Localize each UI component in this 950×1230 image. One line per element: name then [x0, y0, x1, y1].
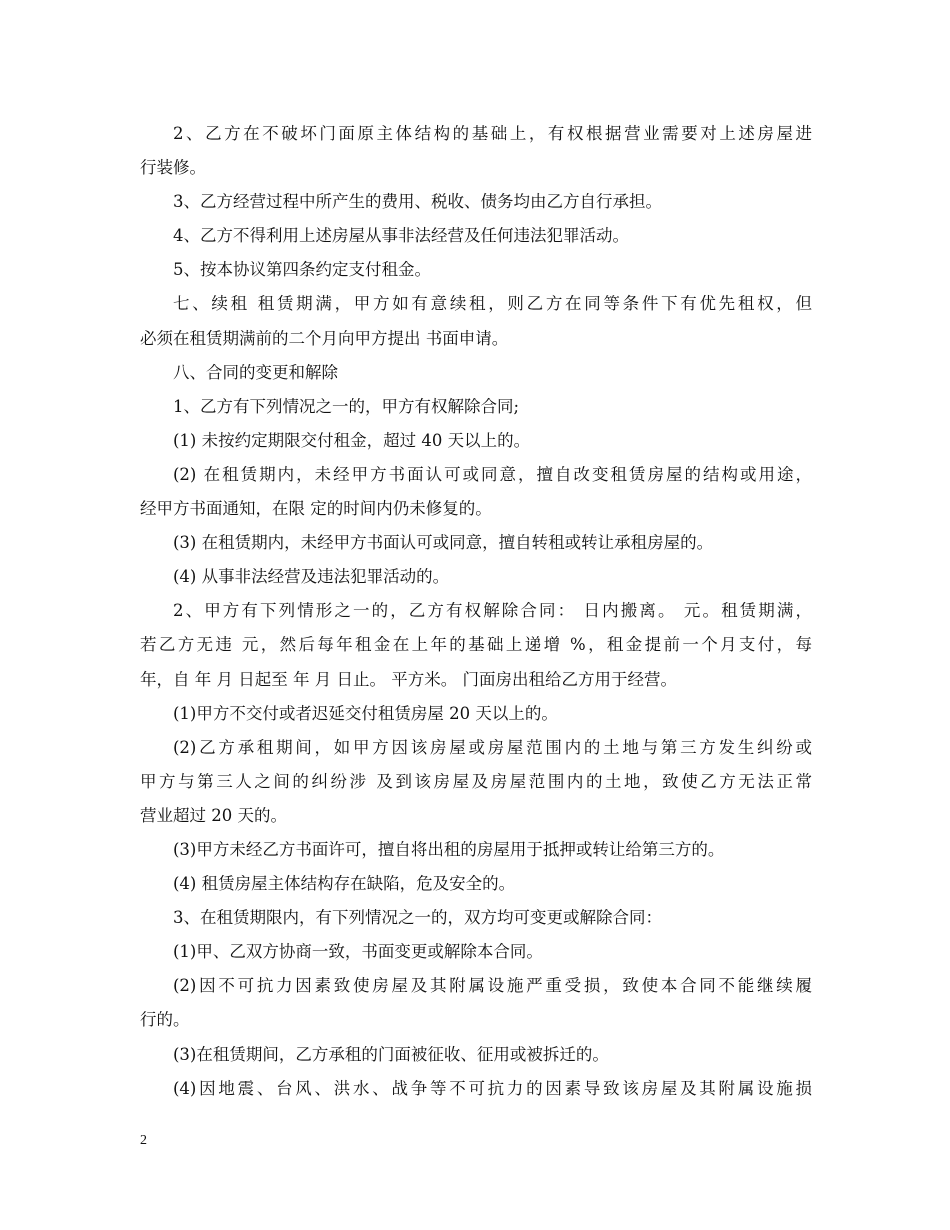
list-item: (4) 从事非法经营及违法犯罪活动的。 — [173, 567, 450, 587]
paragraph-line: 3、在租赁期限内，有下列情况之一的，双方均可变更或解除合同： — [173, 908, 662, 928]
page-number: 2 — [140, 1133, 147, 1148]
paragraph-line: 必须在租赁期满前的二个月向甲方提出 书面申请。 — [140, 328, 509, 348]
paragraph-line: 年，自 年 月 日起至 年 月 日止。 平方米。 门面房出租给乙方用于经营。 — [140, 669, 677, 689]
section-heading-termination: 八、合同的变更和解除 — [173, 362, 338, 382]
paragraph-line: 3、乙方经营过程中所产生的费用、税收、债务均由乙方自行承担。 — [173, 192, 662, 212]
list-item: (2)因不可抗力因素致使房屋及其附属设施严重受损，致使本合同不能继续履 — [173, 976, 812, 996]
list-item: (3)在租赁期间，乙方承租的门面被征收、征用或被拆迁的。 — [173, 1044, 609, 1064]
document-body — [140, 117, 812, 1106]
paragraph-line: 5、按本协议第四条约定支付租金。 — [173, 260, 431, 280]
paragraph-line: 营业超过 20 天的。 — [140, 805, 287, 825]
list-item: (1)甲方不交付或者迟延交付租赁房屋 20 天以上的。 — [173, 703, 558, 723]
list-item: (2) 在租赁期内，未经甲方书面认可或同意，擅自改变租赁房屋的结构或用途， — [173, 464, 812, 484]
paragraph-line: 4、乙方不得利用上述房屋从事非法经营及任何违法犯罪活动。 — [173, 226, 629, 246]
list-item: (3)甲方未经乙方书面许可，擅自将出租的房屋用于抵押或转让给第三方的。 — [173, 839, 725, 859]
list-item: (4) 租赁房屋主体结构存在缺陷，危及安全的。 — [173, 874, 516, 894]
paragraph-line: 甲方与第三人之间的纠纷涉 及到该房屋及房屋范围内的土地，致使乙方无法正常 — [140, 771, 812, 791]
list-item: (1)甲、乙双方协商一致，书面变更或解除本合同。 — [173, 942, 543, 962]
paragraph-line: 2、乙方在不破坏门面原主体结构的基础上，有权根据营业需要对上述房屋进 — [173, 124, 812, 143]
paragraph-line: 行装修。 — [140, 158, 206, 178]
list-item: (3) 在租赁期内，未经甲方书面认可或同意，擅自转租或转让承租房屋的。 — [173, 533, 714, 553]
paragraph-line: 1、乙方有下列情况之一的，甲方有权解除合同; — [173, 396, 520, 416]
list-item: (4)因地震、台风、洪水、战争等不可抗力的因素导致该房屋及其附属设施损 — [173, 1078, 812, 1098]
paragraph-line: 若乙方无违 元，然后每年租金在上年的基础上递增 %，租金提前一个月支付，每 — [140, 635, 812, 655]
paragraph-line: 行的。 — [140, 1010, 190, 1030]
list-item: (1) 未按约定期限交付租金，超过 40 天以上的。 — [173, 430, 531, 450]
section-heading-renewal: 七、续租 租赁期满，甲方如有意续租，则乙方在同等条件下有优先租权，但 — [173, 294, 812, 314]
paragraph-line: 2、甲方有下列情形之一的，乙方有权解除合同： 日内搬离。 元。租赁期满， — [173, 601, 812, 621]
paragraph-line: 经甲方书面通知，在限 定的时间内仍未修复的。 — [140, 499, 492, 519]
list-item: (2)乙方承租期间，如甲方因该房屋或房屋范围内的土地与第三方发生纠纷或 — [173, 737, 812, 757]
